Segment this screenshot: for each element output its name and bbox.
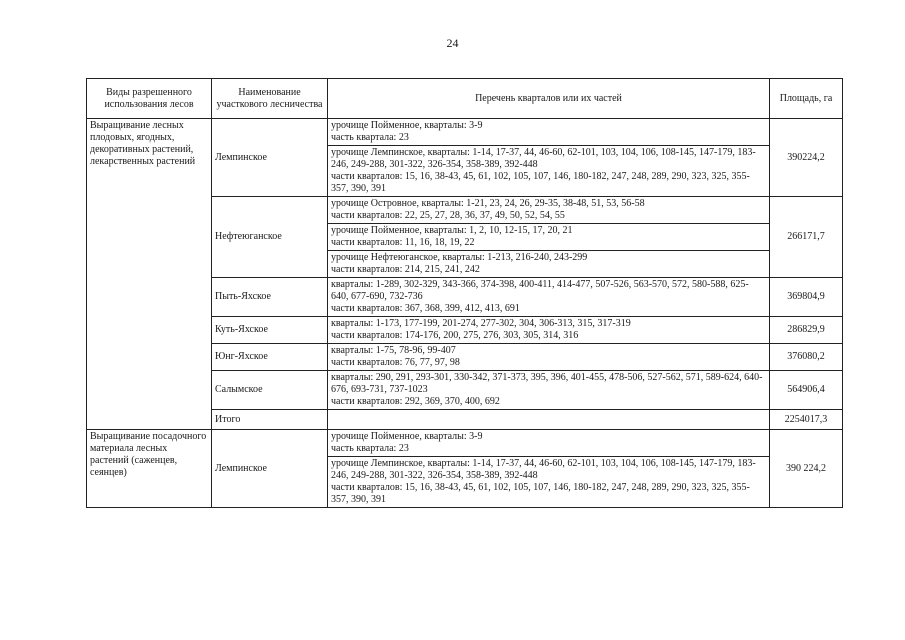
forestry-name-cell: Салымское <box>212 371 328 410</box>
forestry-name-cell: Лемпинское <box>212 430 328 508</box>
quarters-cell <box>328 224 770 251</box>
table-body <box>87 119 843 508</box>
quarters-main-line: урочище Лемпинское, кварталы: 1-14, 17-37, 44, 46-60, 62-101, 103, 104, 106, 108-145, 147-179, 183-246, 249-288, 301-322, 326-354, 358-389, 392-448 <box>331 458 756 481</box>
quarters-main-line: кварталы: 290, 291, 293-301, 330-342, 371-373, 395, 396, 401-455, 478-506, 527-562, 571, 589-624, 640-676, 693-731, 737-1023 <box>331 372 763 395</box>
area-cell: 286829,9 <box>770 317 843 344</box>
forestry-name-cell: Куть-Яхское <box>212 317 328 344</box>
quarters-main-line: урочище Островное, кварталы: 1-21, 23, 24, 26, 29-35, 38-48, 51, 53, 56-58 <box>331 198 645 209</box>
area-cell: 390 224,2 <box>770 430 843 508</box>
header-use-type: Виды разрешенного использования лесов <box>87 79 212 119</box>
forestry-name-cell: Лемпинское <box>212 119 328 197</box>
quarters-partial-line: части кварталов: 174-176, 200, 275, 276, 303, 305, 314, 316 <box>331 330 579 341</box>
quarters-partial-line: часть квартала: 23 <box>331 132 409 143</box>
use-type-cell: Выращивание посадочного материала лесных растений (саженцев, сеянцев) <box>87 430 212 508</box>
area-cell: 266171,7 <box>770 197 843 278</box>
area-cell: 369804,9 <box>770 278 843 317</box>
forestry-name-cell: Пыть-Яхское <box>212 278 328 317</box>
quarters-partial-line: части кварталов: 11, 16, 18, 19, 22 <box>331 237 475 248</box>
quarters-main-line: урочище Пойменное, кварталы: 3-9 <box>331 120 483 131</box>
quarters-partial-line: часть квартала: 23 <box>331 443 409 454</box>
area-cell: 390224,2 <box>770 119 843 197</box>
total-empty-cell <box>328 410 770 430</box>
quarters-cell <box>328 457 770 508</box>
quarters-partial-line: части кварталов: 22, 25, 27, 28, 36, 37, 49, 50, 52, 54, 55 <box>331 210 565 221</box>
quarters-cell <box>328 371 770 410</box>
quarters-cell <box>328 146 770 197</box>
header-forestry: Наименование участкового лесничества <box>212 79 328 119</box>
quarters-cell <box>328 197 770 224</box>
quarters-partial-line: части кварталов: 15, 16, 38-43, 45, 61, 102, 105, 107, 146, 180-182, 247, 248, 289, 290, 323, 325, 355-357, 390, 391 <box>331 171 750 194</box>
area-cell: 376080,2 <box>770 344 843 371</box>
table-row <box>87 430 843 457</box>
quarters-cell <box>328 278 770 317</box>
header-quarters: Перечень кварталов или их частей <box>328 79 770 119</box>
quarters-main-line: кварталы: 1-75, 78-96, 99-407 <box>331 345 456 356</box>
quarters-cell <box>328 251 770 278</box>
total-value: 2254017,3 <box>770 410 843 430</box>
quarters-main-line: урочище Пойменное, кварталы: 1, 2, 10, 12-15, 17, 20, 21 <box>331 225 573 236</box>
quarters-cell <box>328 430 770 457</box>
header-area: Площадь, га <box>770 79 843 119</box>
quarters-partial-line: части кварталов: 214, 215, 241, 242 <box>331 264 480 275</box>
page-number: 24 <box>446 36 459 50</box>
quarters-main-line: кварталы: 1-173, 177-199, 201-274, 277-302, 304, 306-313, 315, 317-319 <box>331 318 631 329</box>
quarters-main-line: урочище Лемпинское, кварталы: 1-14, 17-37, 44, 46-60, 62-101, 103, 104, 106, 108-145, 147-179, 183-246, 249-288, 301-322, 326-354, 358-389, 392-448 <box>331 147 756 170</box>
forestry-name-cell: Нефтеюганское <box>212 197 328 278</box>
quarters-partial-line: части кварталов: 76, 77, 97, 98 <box>331 357 460 368</box>
total-label: Итого <box>212 410 328 430</box>
table-row <box>87 119 843 146</box>
area-cell: 564906,4 <box>770 371 843 410</box>
quarters-partial-line: части кварталов: 15, 16, 38-43, 45, 61, 102, 105, 107, 146, 180-182, 247, 248, 289, 290, 323, 325, 355-357, 390, 391 <box>331 482 750 505</box>
quarters-cell <box>328 344 770 371</box>
forest-use-table <box>86 78 843 508</box>
use-type-cell: Выращивание лесных плодовых, ягодных, декоративных растений, лекарственных растений <box>87 119 212 430</box>
quarters-partial-line: части кварталов: 292, 369, 370, 400, 692 <box>331 396 500 407</box>
quarters-main-line: урочище Пойменное, кварталы: 3-9 <box>331 431 483 442</box>
quarters-partial-line: части кварталов: 367, 368, 399, 412, 413, 691 <box>331 303 520 314</box>
forestry-name-cell: Юнг-Яхское <box>212 344 328 371</box>
quarters-main-line: кварталы: 1-289, 302-329, 343-366, 374-398, 400-411, 414-477, 507-526, 563-570, 572, 580-588, 625-640, 677-690, 732-736 <box>331 279 749 302</box>
quarters-cell <box>328 119 770 146</box>
header-row <box>87 79 843 119</box>
quarters-main-line: урочище Нефтеюганское, кварталы: 1-213, 216-240, 243-299 <box>331 252 588 263</box>
quarters-cell <box>328 317 770 344</box>
